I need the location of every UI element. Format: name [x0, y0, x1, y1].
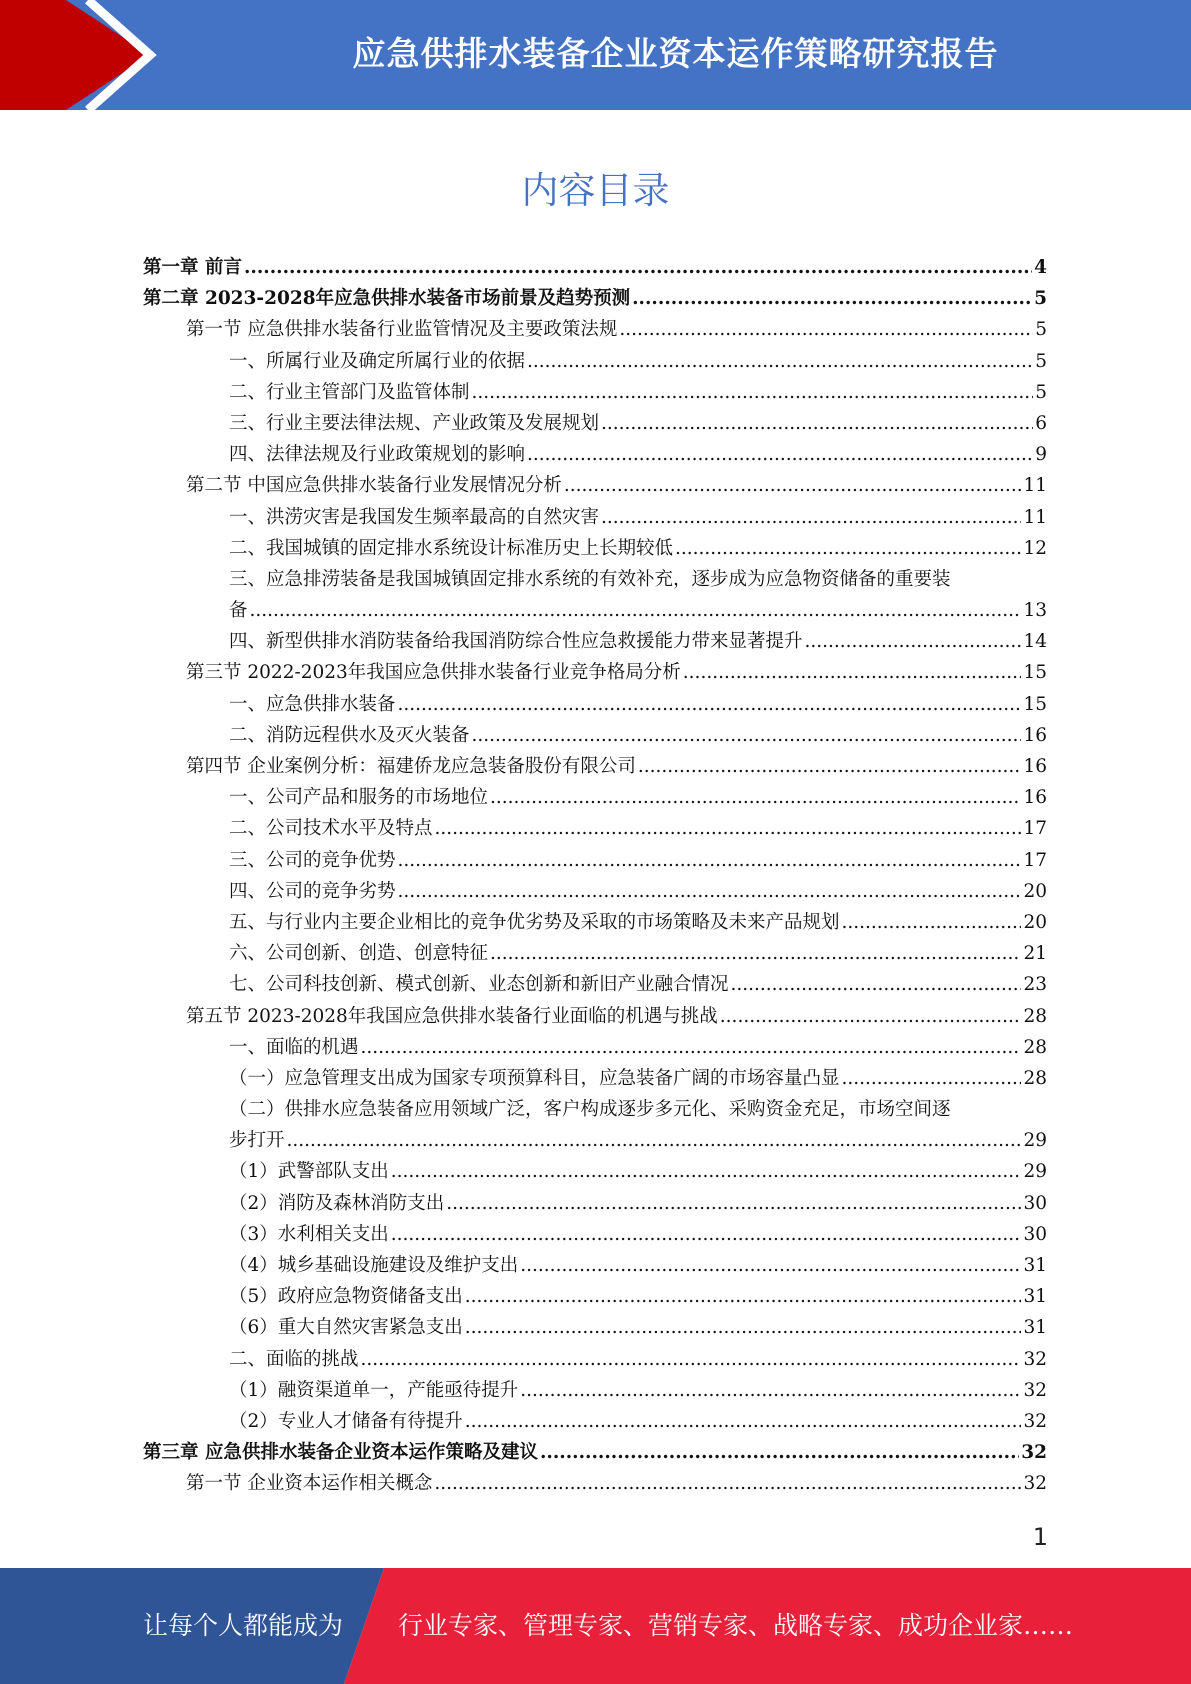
dot-leader: [490, 787, 1021, 808]
toc-entry-page: 31: [1023, 1255, 1047, 1276]
toc-entry-page: 13: [1023, 600, 1047, 622]
toc-entry-label: 第四节 企业案例分析：福建侨龙应急装备股份有限公司: [186, 756, 636, 777]
toc-entry[interactable]: [143, 1313, 1047, 1344]
toc-entry-page: 5: [1035, 319, 1047, 341]
toc-entry-label: 第三章 应急供排水装备企业资本运作策略及建议: [143, 1442, 538, 1464]
toc-entry-page: 29: [1023, 1130, 1047, 1152]
toc-entry-page: 5: [1035, 381, 1047, 403]
toc-entry-label: 第三节 2022-2023年我国应急供排水装备行业竞争格局分析: [186, 662, 681, 684]
dot-leader: [520, 1255, 1021, 1276]
toc-entry-label: 第一章 前言: [143, 257, 242, 278]
toc-entry-page: 5: [1035, 350, 1047, 372]
toc-entry-continuation[interactable]: [143, 1126, 1047, 1157]
dot-leader: [446, 1193, 1021, 1214]
dot-leader: [434, 1473, 1021, 1494]
dot-leader: [527, 444, 1033, 465]
toc-entry-page: 20: [1023, 911, 1047, 933]
toc-entry-label: 四、法律法规及行业政策规划的影响: [229, 444, 526, 466]
toc-entry-page: 17: [1023, 818, 1047, 840]
toc-entry-page: 23: [1023, 974, 1047, 996]
toc-entry-label: 二、公司技术水平及特点: [229, 818, 433, 840]
dot-leader: [465, 1317, 1022, 1338]
toc-entry-page: 20: [1023, 880, 1047, 902]
toc-entry-page: 5: [1034, 288, 1047, 310]
toc-entry-page: 30: [1023, 1223, 1047, 1245]
dot-leader: [398, 694, 1022, 715]
toc-entry[interactable]: [143, 877, 1047, 908]
dot-leader: [675, 538, 1021, 559]
toc-entry-label: （二）供排水应急装备应用领域广泛，客户构成逐步多元化、采购资金充足，市场空间逐: [229, 1099, 951, 1121]
toc-entry[interactable]: [143, 1438, 1047, 1469]
toc-entry[interactable]: [143, 471, 1047, 502]
toc-entry-page: 32: [1021, 1442, 1047, 1464]
toc-entry-label: 第一节 应急供排水装备行业监管情况及主要政策法规: [186, 319, 618, 341]
toc-entry[interactable]: [143, 658, 1047, 689]
toc-entry-label: （1）武警部队支出: [229, 1161, 389, 1183]
dot-leader: [250, 600, 1022, 621]
toc-entry[interactable]: [143, 440, 1047, 471]
toc-entry-page: 16: [1023, 787, 1047, 809]
toc-entry-label: 二、面临的挑战: [229, 1348, 359, 1370]
toc-entry[interactable]: [143, 534, 1047, 565]
toc-entry-label: 第一节 企业资本运作相关概念: [186, 1473, 433, 1495]
dot-leader: [619, 319, 1033, 340]
toc-entry-page: 17: [1023, 849, 1047, 871]
footer-slogan-right: 行业专家、管理专家、营销专家、战略专家、成功企业家……: [398, 1611, 1074, 1640]
toc-entry[interactable]: [143, 378, 1047, 409]
toc-entry-label: （一）应急管理支出成为国家专项预算科目，应急装备广阔的市场容量凸显: [229, 1067, 840, 1089]
dot-leader: [638, 756, 1022, 777]
toc-title: 内容目录: [521, 169, 670, 212]
dot-leader: [540, 1442, 1019, 1463]
toc-entry[interactable]: [143, 347, 1047, 378]
toc-entry-label: 四、新型供排水消防装备给我国消防综合性应急救援能力带来显著提升: [229, 631, 803, 653]
toc-entry[interactable]: [143, 503, 1047, 534]
toc-entry-page: 11: [1023, 506, 1047, 528]
toc-entry-label: 二、行业主管部门及监管体制: [229, 381, 470, 403]
toc-entry[interactable]: [143, 1282, 1047, 1313]
dot-leader: [465, 1411, 1022, 1432]
toc-entry[interactable]: [143, 814, 1047, 845]
table-of-contents: [143, 253, 1047, 1501]
footer-slogan-left: 让每个人都能成为: [143, 1611, 344, 1640]
toc-entry-label: 六、公司创新、创造、创意特征: [229, 943, 489, 965]
toc-entry-page: 30: [1023, 1192, 1047, 1214]
toc-entry-page: 32: [1023, 1348, 1047, 1370]
toc-entry[interactable]: [143, 1345, 1047, 1376]
toc-entry[interactable]: [143, 253, 1047, 284]
toc-entry[interactable]: [143, 1251, 1047, 1282]
toc-entry[interactable]: [143, 783, 1047, 814]
toc-entry-label: 一、洪涝灾害是我国发生频率最高的自然灾害: [229, 506, 600, 528]
toc-entry-page: 4: [1034, 257, 1047, 278]
toc-entry-page: 31: [1023, 1317, 1047, 1339]
toc-entry-label: 二、我国城镇的固定排水系统设计标准历史上长期较低: [229, 537, 674, 559]
toc-entry[interactable]: [143, 1095, 1047, 1126]
toc-entry[interactable]: [143, 970, 1047, 1001]
toc-entry[interactable]: [143, 1002, 1047, 1033]
toc-entry-label: （1）融资渠道单一，产能亟待提升: [229, 1379, 519, 1401]
toc-entry-page: 29: [1023, 1161, 1047, 1183]
dot-leader: [805, 631, 1022, 652]
toc-entry-page: 12: [1023, 537, 1047, 559]
toc-entry[interactable]: [143, 1157, 1047, 1188]
toc-entry[interactable]: [143, 565, 1047, 596]
toc-entry[interactable]: [143, 1469, 1047, 1500]
toc-entry[interactable]: [143, 846, 1047, 877]
toc-entry-label: 七、公司科技创新、模式创新、业态创新和新旧产业融合情况: [229, 974, 729, 996]
dot-leader: [244, 257, 1032, 278]
dot-leader: [391, 1161, 1022, 1182]
dot-leader: [398, 881, 1022, 902]
toc-entry-label: 三、公司的竞争优势: [229, 849, 396, 871]
dot-leader: [287, 1130, 1022, 1151]
toc-entry[interactable]: [143, 908, 1047, 939]
dot-leader: [520, 1380, 1021, 1401]
dot-leader: [564, 475, 1022, 496]
dot-leader: [472, 725, 1022, 746]
toc-entry-label: 第五节 2023-2028年我国应急供排水装备行业面临的机遇与挑战: [186, 1005, 718, 1027]
toc-entry-label: （2）专业人才储备有待提升: [229, 1410, 463, 1432]
dot-leader: [361, 1037, 1022, 1058]
toc-entry-page: 9: [1035, 444, 1047, 466]
page-number: 1: [1032, 1523, 1048, 1551]
toc-entry[interactable]: [143, 284, 1047, 315]
toc-entry-label: 二、消防远程供水及灭火装备: [229, 724, 470, 746]
toc-entry-label: 第二章 2023-2028年应急供排水装备市场前景及趋势预测: [143, 288, 631, 310]
dot-leader: [683, 662, 1022, 683]
toc-entry[interactable]: [143, 752, 1047, 783]
dot-leader: [601, 413, 1033, 434]
toc-entry[interactable]: [143, 939, 1047, 970]
dot-leader: [632, 288, 1032, 309]
toc-entry[interactable]: [143, 1220, 1047, 1251]
toc-entry-page: 16: [1023, 724, 1047, 746]
toc-entry-label: 五、与行业内主要企业相比的竞争优劣势及采取的市场策略及未来产品规划: [229, 911, 840, 933]
toc-entry-page: 32: [1023, 1473, 1047, 1495]
toc-entry-label-continuation: 步打开: [229, 1130, 285, 1152]
report-title: 应急供排水装备企业资本运作策略研究报告: [352, 34, 999, 73]
dot-leader: [720, 1006, 1022, 1027]
toc-entry-continuation[interactable]: [143, 596, 1047, 627]
report-header: [0, 0, 1191, 110]
toc-entry[interactable]: [143, 1189, 1047, 1220]
toc-entry-label: （3）水利相关支出: [229, 1223, 389, 1245]
toc-entry[interactable]: [143, 1376, 1047, 1407]
dot-leader: [465, 1286, 1022, 1307]
toc-entry[interactable]: [143, 315, 1047, 346]
toc-entry[interactable]: [143, 1407, 1047, 1438]
dot-leader: [601, 507, 1021, 528]
toc-entry-page: 28: [1023, 1067, 1047, 1089]
toc-entry[interactable]: [143, 409, 1047, 440]
toc-entry-page: 31: [1023, 1286, 1047, 1308]
dot-leader: [731, 974, 1022, 995]
toc-entry-label: 一、面临的机遇: [229, 1036, 359, 1058]
toc-entry-page: 6: [1035, 412, 1047, 434]
dot-leader: [527, 351, 1033, 372]
dot-leader: [490, 943, 1021, 964]
dot-leader: [361, 1349, 1022, 1370]
toc-entry-label: 一、应急供排水装备: [229, 693, 396, 715]
dot-leader: [435, 818, 1022, 839]
toc-entry-page: 11: [1023, 475, 1047, 497]
toc-entry-label: （6）重大自然灾害紧急支出: [229, 1317, 463, 1339]
toc-entry-page: 21: [1023, 943, 1047, 965]
toc-entry-page: 28: [1023, 1005, 1047, 1027]
report-footer: [0, 1568, 1191, 1684]
dot-leader: [391, 1224, 1022, 1245]
toc-entry-label: 一、公司产品和服务的市场地位: [229, 787, 489, 809]
toc-entry-label: （4）城乡基础设施建设及维护支出: [229, 1255, 519, 1276]
toc-entry-page: 15: [1023, 693, 1047, 715]
toc-entry-label: 三、行业主要法律法规、产业政策及发展规划: [229, 412, 600, 434]
toc-entry-label-continuation: 备: [229, 600, 248, 622]
toc-entry[interactable]: [143, 627, 1047, 658]
toc-entry-page: 32: [1023, 1379, 1047, 1401]
toc-entry-page: 14: [1023, 631, 1047, 653]
dot-leader: [842, 1068, 1022, 1089]
toc-entry-label: 一、所属行业及确定所属行业的依据: [229, 350, 526, 372]
toc-entry[interactable]: [143, 1033, 1047, 1064]
toc-entry[interactable]: [143, 690, 1047, 721]
toc-entry[interactable]: [143, 1064, 1047, 1095]
toc-entry-page: 28: [1023, 1036, 1047, 1058]
dot-leader: [398, 850, 1022, 871]
dot-leader: [472, 382, 1034, 403]
toc-entry-page: 32: [1023, 1410, 1047, 1432]
toc-entry-page: 16: [1023, 756, 1047, 777]
toc-entry-label: （2）消防及森林消防支出: [229, 1192, 445, 1214]
toc-entry-label: 三、应急排涝装备是我国城镇固定排水系统的有效补充，逐步成为应急物资储备的重要装: [229, 568, 951, 590]
dot-leader: [842, 912, 1022, 933]
toc-entry-label: 第二节 中国应急供排水装备行业发展情况分析: [186, 475, 562, 497]
toc-entry-label: （5）政府应急物资储备支出: [229, 1286, 463, 1308]
toc-entry[interactable]: [143, 721, 1047, 752]
toc-entry-page: 15: [1023, 662, 1047, 684]
toc-entry-label: 四、公司的竞争劣势: [229, 880, 396, 902]
